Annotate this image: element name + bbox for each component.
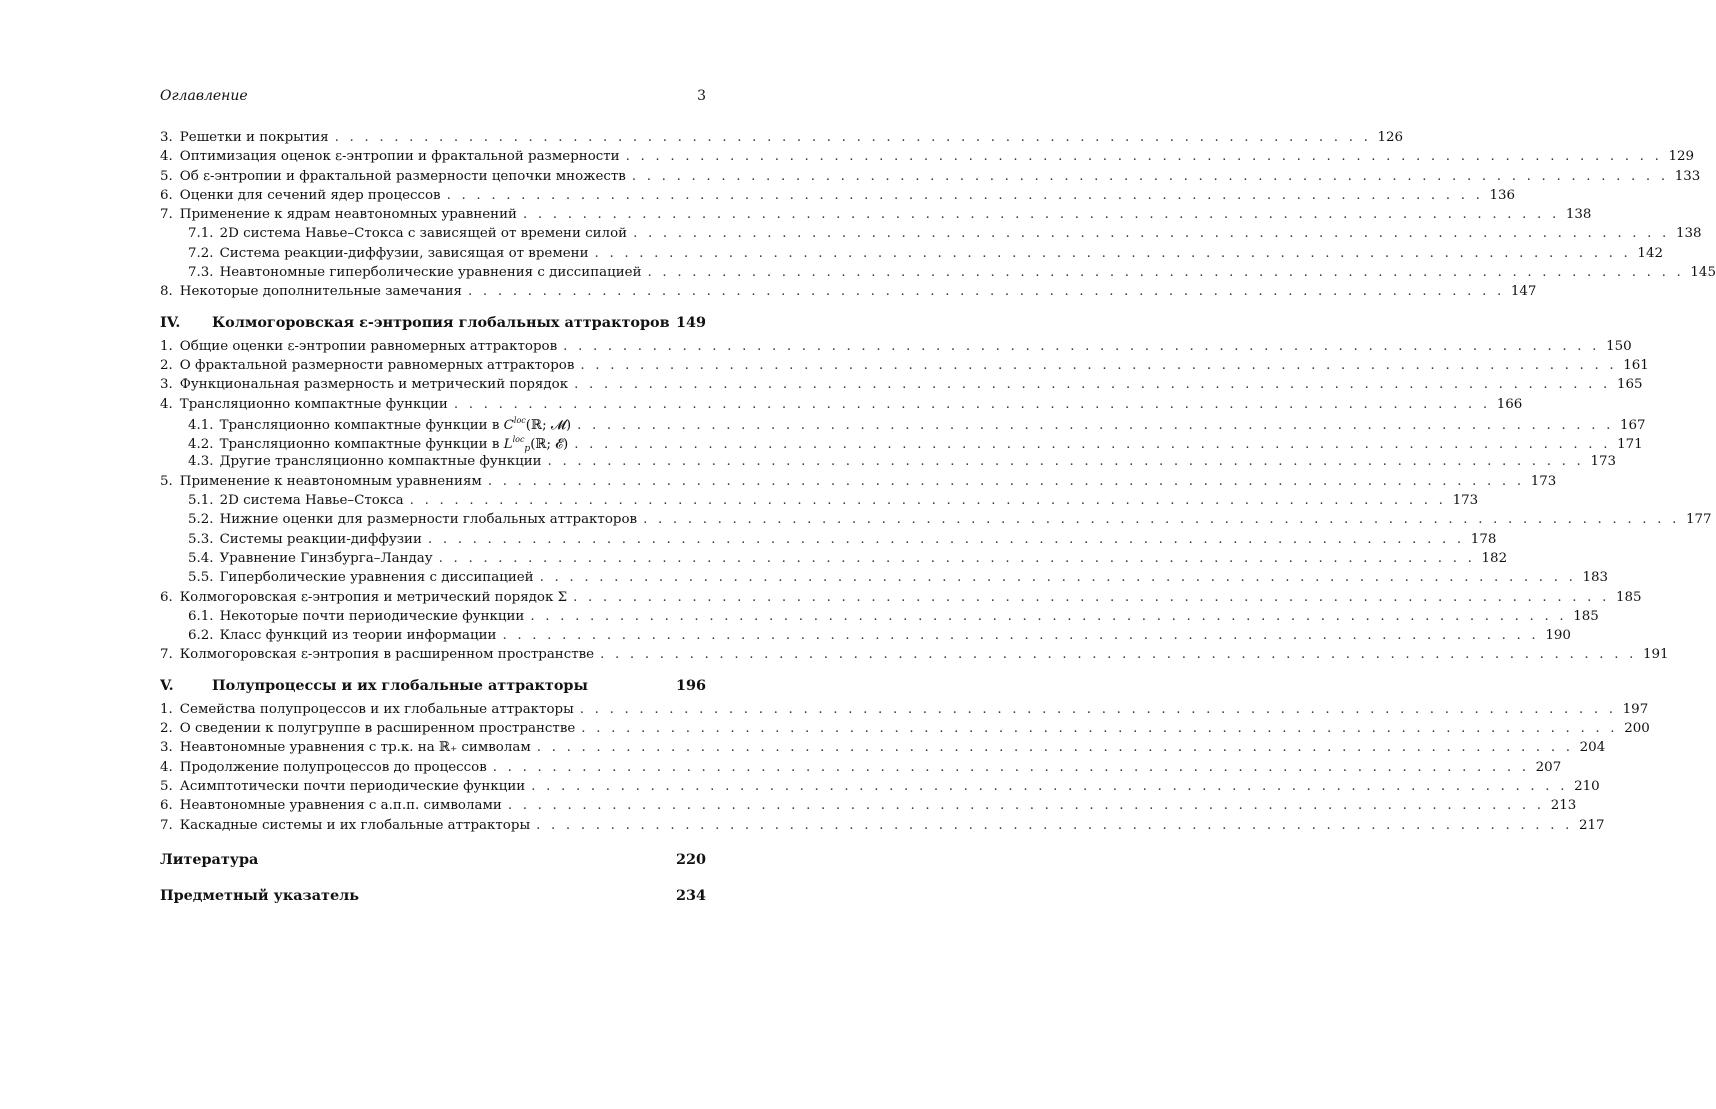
toc-subentry[interactable]: 5.2. Нижние оценки для размерности глобальных аттракторов . . . 177: [160, 512, 706, 531]
toc-entry[interactable]: 4. Трансляционно компактные функции . . . 166: [160, 397, 706, 416]
running-head-title: Оглавление: [160, 88, 248, 104]
toc-subentry[interactable]: 5.1. 2D система Навье–Стокса . . . 173: [160, 493, 706, 512]
table-of-contents: [160, 130, 1716, 909]
page-number: 3: [697, 88, 706, 104]
toc-entry[interactable]: 3. Функциональная размерность и метрический порядок . . . 165: [160, 377, 706, 396]
toc-entry[interactable]: 6. Колмогоровская ε-энтропия и метрический порядок Σ . . . 185: [160, 590, 706, 609]
toc-entry[interactable]: 1. Семейства полупроцессов и их глобальные аттракторы . . . 197: [160, 702, 706, 721]
toc-entry[interactable]: 6. Неавтономные уравнения с а.п.п. символами . . . 213: [160, 798, 706, 817]
toc-subentry[interactable]: 4.2. Трансляционно компактные функции в $L^{loc}_p(ℝ$; 𝓔) . . . 171: [160, 435, 706, 454]
running-head: [160, 88, 706, 108]
toc-entry[interactable]: 5. Асимптотически почти периодические функции . . . 210: [160, 779, 706, 798]
toc-entry[interactable]: 7. Каскадные системы и их глобальные аттракторы . . . 217: [160, 818, 706, 837]
toc-entry[interactable]: 8. Некоторые дополнительные замечания . . . 147: [160, 284, 706, 303]
toc-entry[interactable]: 4. Продолжение полупроцессов до процессов . . . 207: [160, 760, 706, 779]
toc-entry[interactable]: 5. Применение к неавтономным уравнениям . . . 173: [160, 474, 706, 493]
toc-subentry[interactable]: 7.3. Неавтономные гиперболические уравнения с диссипацией . . . 145: [160, 265, 706, 284]
toc-entry[interactable]: 4. Оптимизация оценок ε-энтропии и фрактальной размерности . . . 129: [160, 149, 706, 168]
toc-subentry[interactable]: 4.3. Другие трансляционно компактные функции . . . 173: [160, 454, 706, 473]
toc-entry[interactable]: 5. Об ε-энтропии и фрактальной размерности цепочки множеств . . . 133: [160, 169, 706, 188]
math-symbol: C: [503, 417, 514, 433]
toc-subentry[interactable]: 7.2. Система реакции-диффузии, зависящая от времени . . . 142: [160, 246, 706, 265]
toc-subentry[interactable]: 5.4. Уравнение Гинзбурга–Ландау . . . 182: [160, 551, 706, 570]
toc-entry[interactable]: 3. Решетки и покрытия . . . 126: [160, 130, 706, 149]
toc-subentry[interactable]: 6.2. Класс функций из теории информации . . . 190: [160, 628, 706, 647]
toc-entry[interactable]: 1. Общие оценки ε-энтропии равномерных аттракторов . . . 150: [160, 339, 706, 358]
math-symbol: L: [503, 437, 513, 453]
toc-subentry[interactable]: 5.3. Системы реакции-диффузии . . . 178: [160, 532, 706, 551]
toc-entry[interactable]: 2. О сведении к полугруппе в расширенном пространстве . . . 200: [160, 721, 706, 740]
literature-heading[interactable]: Литература 220: [160, 850, 706, 868]
chapter-heading-iv[interactable]: IV. Колмогоровская ε-энтропия глобальных аттракторов 149: [160, 313, 706, 331]
toc-entry[interactable]: 3. Неавтономные уравнения с тр.к. на ℝ₊ символам . . . 204: [160, 740, 706, 759]
toc-subentry[interactable]: 6.1. Некоторые почти периодические функции . . . 185: [160, 609, 706, 628]
toc-subentry[interactable]: 4.1. Трансляционно компактные функции в $C^{loc}(ℝ$; 𝓜) . . . 167: [160, 416, 706, 435]
toc-entry[interactable]: 6. Оценки для сечений ядер процессов . . . 136: [160, 188, 706, 207]
toc-subentry[interactable]: 7.1. 2D система Навье–Стокса с зависящей от времени силой . . . 138: [160, 226, 706, 245]
chapter-heading-v[interactable]: V. Полупроцессы и их глобальные аттракторы 196: [160, 676, 706, 694]
toc-entry[interactable]: 7. Колмогоровская ε-энтропия в расширенном пространстве . . . 191: [160, 647, 706, 666]
toc-entry[interactable]: 2. О фрактальной размерности равномерных аттракторов . . . 161: [160, 358, 706, 377]
toc-entry[interactable]: 7. Применение к ядрам неавтономных уравнений . . . 138: [160, 207, 706, 226]
subject-index-heading[interactable]: Предметный указатель 234: [160, 886, 706, 904]
toc-subentry[interactable]: 5.5. Гиперболические уравнения с диссипацией . . . 183: [160, 570, 706, 589]
